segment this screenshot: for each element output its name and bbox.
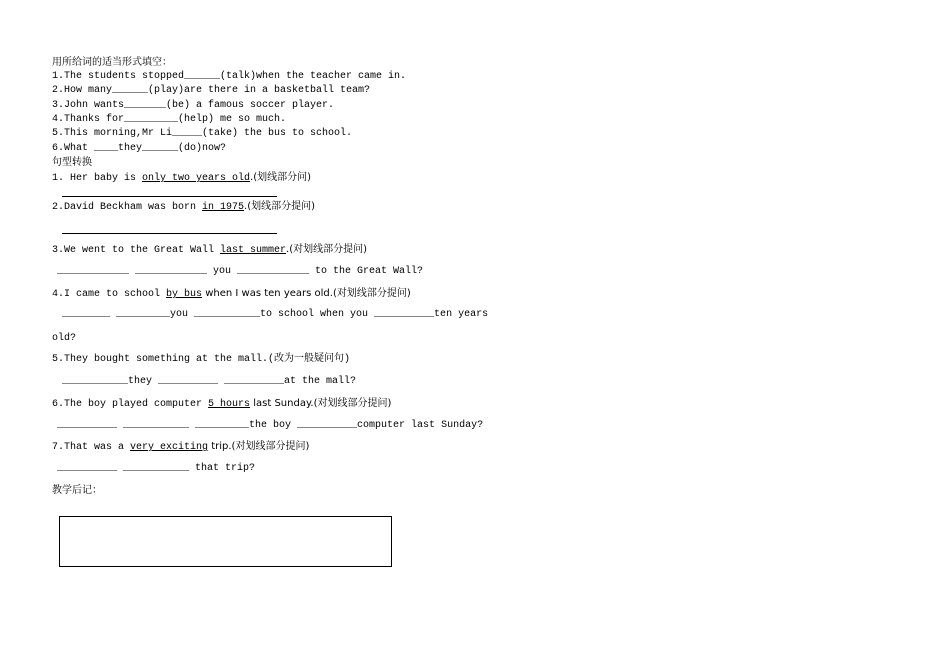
q3-underlined: last summer — [220, 245, 287, 256]
q4-underlined: by bus — [166, 289, 203, 300]
transform-q2 — [52, 201, 315, 214]
q2-pre: 2.David Beckham was born — [52, 202, 203, 213]
transform-q3 — [52, 244, 367, 257]
transform-q4 — [52, 288, 411, 301]
fill-item-2: 2.How many______(play)are there in a basketball team? — [52, 85, 371, 96]
transform-q1 — [52, 172, 311, 185]
q4-pre: 4.I came to school — [52, 289, 167, 300]
q2-underlined: in 1975 — [202, 202, 245, 213]
transform-heading: 句型转换 — [52, 157, 92, 168]
fill-item-4: 4.Thanks for_________(help) me so much. — [52, 114, 287, 125]
q5-answer[interactable]: ___________they __________ __________at the mall? — [62, 376, 357, 387]
fill-in-heading: 用所给词的适当形式填空： — [52, 57, 172, 68]
q6-pre: 6.The boy played computer — [52, 399, 209, 410]
q7-underlined: very exciting — [130, 442, 209, 453]
q1-pre: 1. Her baby is — [52, 173, 143, 184]
transform-q5 — [52, 354, 350, 366]
q6-post: last Sunday.(对划线部分提问) — [250, 398, 392, 409]
q1-post: .(划线部分问) — [250, 172, 312, 183]
q6-answer[interactable]: __________ ___________ _________the boy __________computer last Sunday? — [57, 420, 484, 431]
q4-answer-cont: old? — [52, 333, 77, 344]
q3-answer[interactable]: ____________ ____________ you ____________ to the Great Wall? — [57, 266, 424, 277]
q3-post: .(对划线部分提问) — [286, 244, 368, 255]
q4-post: when I was ten years old.(对划线部分提问) — [202, 288, 411, 299]
q1-underlined: only two years old — [142, 173, 251, 184]
fill-item-1: 1.The students stopped______(talk)when the teacher came in. — [52, 71, 407, 82]
transform-q7 — [52, 441, 309, 454]
q2-post: .(划线部分提问) — [244, 201, 316, 212]
q4-answer[interactable]: ________ _________you ___________to school when you __________ten years — [62, 309, 489, 320]
q6-underlined: 5 hours — [208, 399, 251, 410]
q1-answer-line[interactable] — [62, 196, 277, 197]
q3-pre: 3.We went to the Great Wall — [52, 245, 221, 256]
transform-q6 — [52, 398, 391, 411]
q7-post: trip.(对划线部分提问) — [208, 441, 310, 452]
q2-answer-line[interactable] — [62, 233, 277, 234]
q5-text: 5.They bought something at the mall.(改为一般疑问句) — [52, 354, 351, 365]
notes-box[interactable] — [59, 516, 392, 567]
fill-item-6: 6.What ____they______(do)now? — [52, 143, 227, 154]
q7-pre: 7.That was a — [52, 442, 131, 453]
notes-heading: 教学后记： — [52, 485, 102, 496]
fill-item-5: 5.This morning,Mr Li_____(take) the bus to school. — [52, 128, 353, 139]
q7-answer[interactable]: __________ ___________ that trip? — [57, 463, 256, 474]
fill-item-3: 3.John wants_______(be) a famous soccer player. — [52, 100, 335, 111]
